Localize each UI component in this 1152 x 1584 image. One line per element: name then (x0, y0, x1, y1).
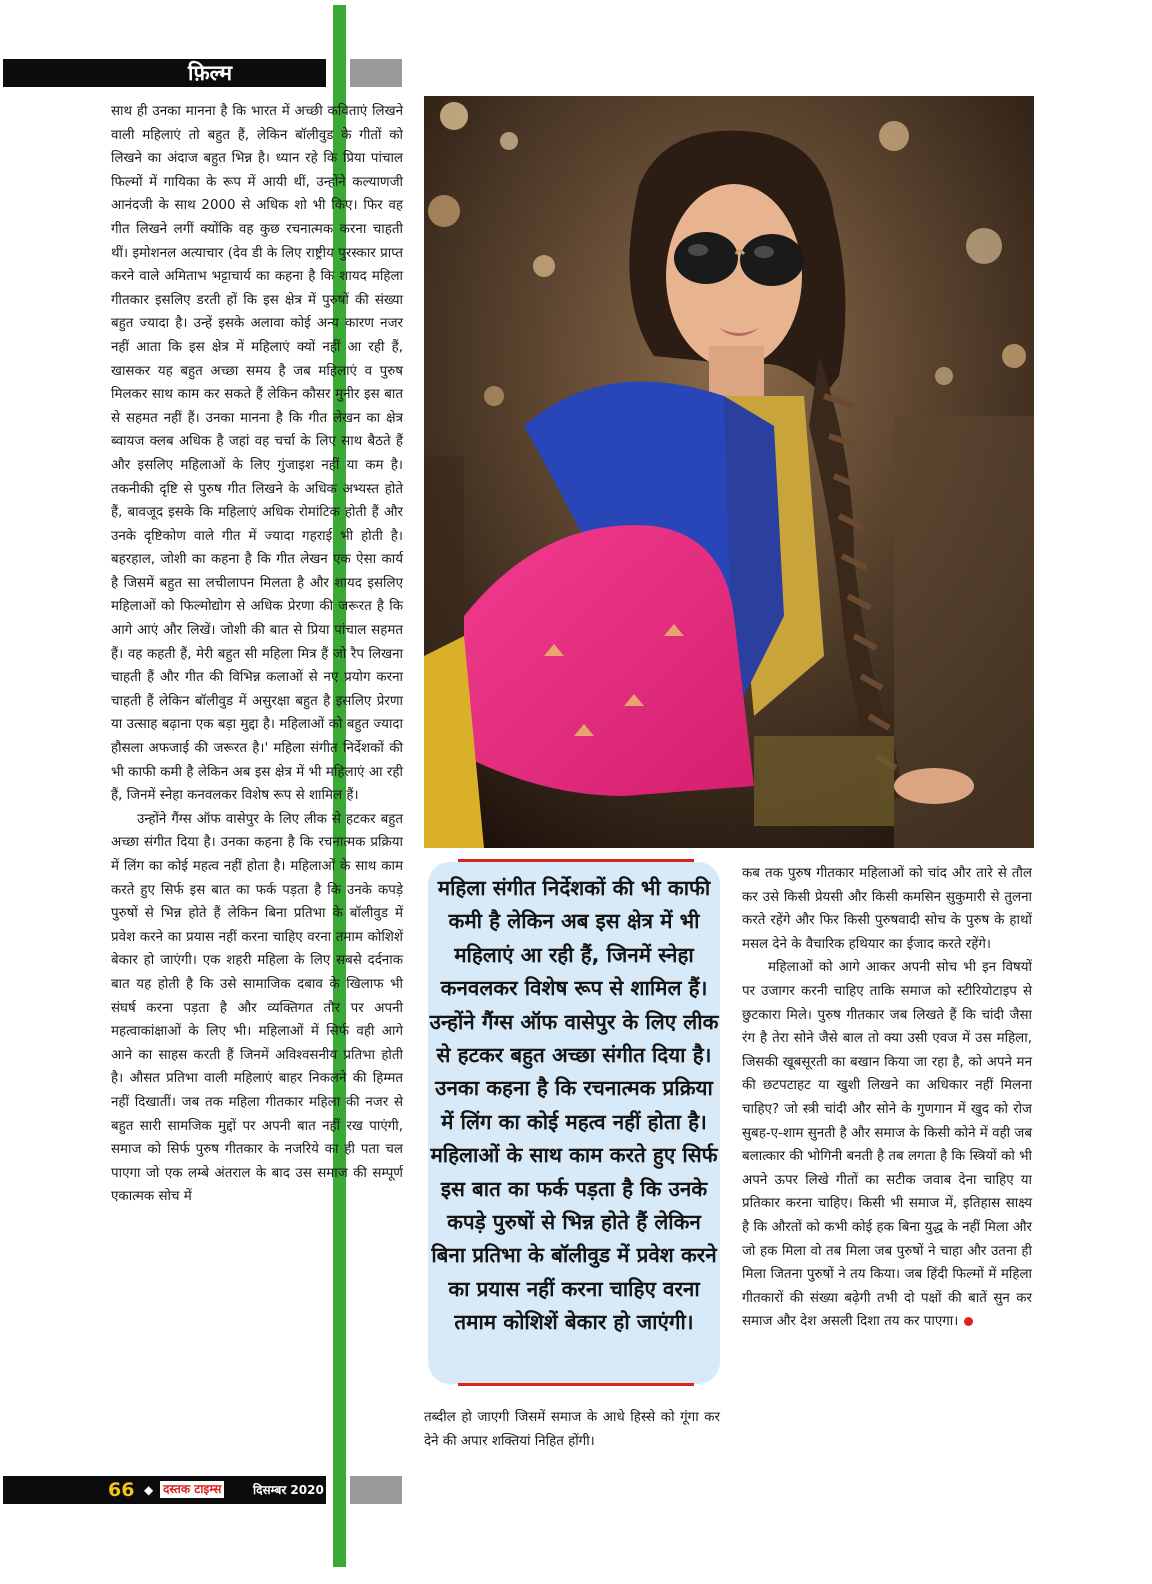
article-column-3 (742, 862, 1032, 1334)
page-number: 66 (108, 1479, 135, 1501)
article-paragraph: साथ ही उनका मानना है कि भारत में अच्छी कविताएं लिखने वाली महिलाएं तो बहुत हैं, लेकिन बॉलीवुड के गीतों को लिखने का अंदाज बहुत भिन्न है। ध्यान रहे कि प्रिया पांचाल फिल्मों में गायिका के रूप में आयी थीं, उन्होंने कल्याणजी आनंदजी के साथ 2000 से अधिक शो भी किए। फिर वह गीत लिखने लगीं क्योंकि वह कुछ रचनात्मक करना चाहती थीं। इमोशनल अत्याचार (देव डी के लिए राष्ट्रीय पुरस्कार प्राप्त करने वाले अमिताभ भट्टाचार्य का कहना है कि शायद महिला गीतकार इसलिए डरती हों कि इस क्षेत्र में पुरुषों की संख्या बहुत ज्यादा है। उन्हें इसके अलावा कोई अन्य कारण नजर नहीं आता कि इस क्षेत्र में महिलाएं क्यों नहीं आ रही हैं, खासकर यह बहुत अच्छा समय है जब महिलाएं व पुरुष मिलकर साथ काम कर सकते हैं लेकिन कौसर मुनीर इस बात से सहमत नहीं हैं। उनका मानना है कि गीत लेखन का क्षेत्र ब्वायज क्लब अधिक है जहां वह चर्चा के लिए साथ बैठते हैं और इसलिए महिलाओं के लिए गुंजाइश नहीं या कम है। तकनीकी दृष्टि से पुरुष गीत लिखने के अधिक अभ्यस्त होते हैं, बावजूद इसके कि महिलाएं अधिक रोमांटिक होती हैं और उनके दृष्टिकोण वाले गीत में ज्यादा गहराई भी होती है। बहरहाल, जोशी का कहना है कि गीत लेखन एक ऐसा कार्य है जिसमें बहुत सा लचीलापन मिलता है और शायद इसलिए महिलाओं को फिल्मोद्योग से अधिक प्रेरणा की जरूरत है कि आगे आएं और लिखें। जोशी की बात से प्रिया पांचाल सहमत हैं। वह कहती हैं, मेरी बहुत सी महिला मित्र हैं जो रैप लिखना चाहती हैं और गीत की विभिन्न कलाओं से नए प्रयोग करना चाहती हैं लेकिन बॉलीवुड में असुरक्षा बहुत है इसलिए प्रेरणा या उत्साह बढ़ाना एक बड़ा मुद्दा है। महिलाओं को बहुत ज्यादा हौसला अफजाई की जरूरत है।' महिला संगीत निर्देशकों की भी काफी कमी है लेकिन अब इस क्षेत्र में भी महिलाएं आ रही हैं, जिनमें स्नेहा कनवलकर विशेष रूप से शामिल हैं। (111, 104, 403, 804)
pull-quote-text: महिला संगीत निर्देशकों की भी काफी कमी है लेकिन अब इस क्षेत्र में भी महिलाएं आ रही हैं, जिनमें स्नेहा कनवलकर विशेष रूप से शामिल हैं। उन्होंने गैंग्स ऑफ वासेपुर के लिए लीक से हटकर बहुत अच्छा संगीत दिया है। उनका कहना है कि रचनात्मक प्रक्रिया में लिंग का कोई महत्व नहीं होता है। महिलाओं के साथ काम करते हुए सिर्फ इस बात का फर्क पड़ता है कि उनके कपड़े पुरुषों से भिन्न होते हैं लेकिन बिना प्रतिभा के बॉलीवुड में प्रवेश करने का प्रयास नहीं करना चाहिए वरना तमाम कोशिशें बेकार हो जाएंगी। (429, 876, 719, 1335)
magazine-name-logo: दस्तक टाइम्स (160, 1481, 224, 1498)
header-gray-block (350, 59, 402, 87)
article-column-2-continuation (424, 1406, 720, 1453)
article-paragraph-last (742, 956, 1032, 1334)
article-paragraph: तब्दील हो जाएगी जिसमें समाज के आधे हिस्से को गूंगा कर देने की अपार शक्तियां निहित होंगी। (424, 1410, 720, 1449)
article-paragraph: कब तक पुरुष गीतकार महिलाओं को चांद और तारे से तौल कर उसे किसी प्रेयसी और किसी कमसिन सुकुमारी से तुलना करते रहेंगे और फिर किसी पुरुषवादी सोच के पुरुष के हाथों मसल देने के वैचारिक हथियार का ईजाद करते रहेंगे। (742, 866, 1032, 952)
photo-woman-in-sunglasses (424, 96, 1034, 848)
footer-gray-block (350, 1476, 402, 1504)
article-column-1 (111, 100, 403, 1209)
end-of-article-dot-icon (964, 1317, 973, 1326)
article-paragraph: उन्होंने गैंग्स ऑफ वासेपुर के लिए लीक से हटकर बहुत अच्छा संगीत दिया है। उनका कहना है कि रचनात्मक प्रक्रिया में लिंग का कोई महत्व नहीं होता है। महिलाओं के साथ काम करते हुए सिर्फ इस बात का फर्क पड़ता है कि उनके कपड़े पुरुषों से भिन्न होते हैं लेकिन बिना प्रतिभा के बॉलीवुड में प्रवेश करने का प्रयास नहीं करना चाहिए वरना तमाम कोशिशें बेकार हो जाएंगी। एक शहरी महिला के लिए सबसे दर्दनाक बात यह होती है कि उसे सामाजिक दबाव के खिलाफ भी संघर्ष करना पड़ता है और व्यक्तिगत तौर पर अपनी महत्वाकांक्षाओं के लिए भी। महिलाओं में सिर्फ वही आगे आने का साहस करती हैं जिनमें अविश्वसनीय प्रतिभा होती है। औसत प्रतिभा वाली महिलाएं बाहर निकलने की हिम्मत नहीं दिखातीं। जब तक महिला गीतकार महिला की नजर से बहुत सारी सामजिक मुद्दों पर अपनी बात नहीं रख पाएंगी, समाज को सिर्फ पुरुष गीतकार के नजरिये का ही पता चल पाएगा जो एक लम्बे अंतराल के बाद उस समाज की सम्पूर्ण एकात्मक सोच में (111, 811, 403, 1205)
issue-date: दिसम्बर 2020 (253, 1483, 324, 1497)
pull-quote-top-rule (458, 859, 694, 862)
article-paragraph-text: महिलाओं को आगे आकर अपनी सोच भी इन विषयों पर उजागर करनी चाहिए ताकि समाज को स्टीरियोटाइप से छुटकारा मिले। पुरुष गीतकार जब लिखते हैं कि चांदी जैसा रंग है तेरा सोने जैसे बाल तो क्या उसी एवज में उस महिला, जिसकी खूबसूरती का बखान किया जा रहा है, को अपने मन की छटपटाहट या खुशी लिखने का अधिकार नहीं मिलना चाहिए? जो स्त्री चांदी और सोने के गुणगान में खुद को रोज सुबह-ए-शाम सुनती है और समाज के किसी कोने में वही जब बलात्कार की भोगिनी बनती है तब लगता है कि स्त्रियों को भी अपने ऊपर लिखे गीतों का सटीक जवाब देना चाहिए या प्रतिकार करना चाहिए। किसी भी समाज में, इतिहास साक्ष्य है कि औरतों को कभी कोई हक बिना युद्ध के नहीं मिला और जो हक मिला वो तब मिला जब पुरुषों ने चाहा और उतना ही मिला जितना पुरुषों ने तय किया। जब हिंदी फिल्मों में महिला गीतकारों की संख्या बढ़ेगी तभी दो पक्षों की बातें सुन कर समाज और देश असली दिशा तय कर पाएगा। (742, 960, 1032, 1330)
pull-quote-bottom-rule (458, 1383, 694, 1386)
section-title: फ़िल्म (188, 61, 233, 85)
footer-diamond-separator: ◆ (144, 1483, 154, 1497)
section-header-band (3, 59, 326, 87)
